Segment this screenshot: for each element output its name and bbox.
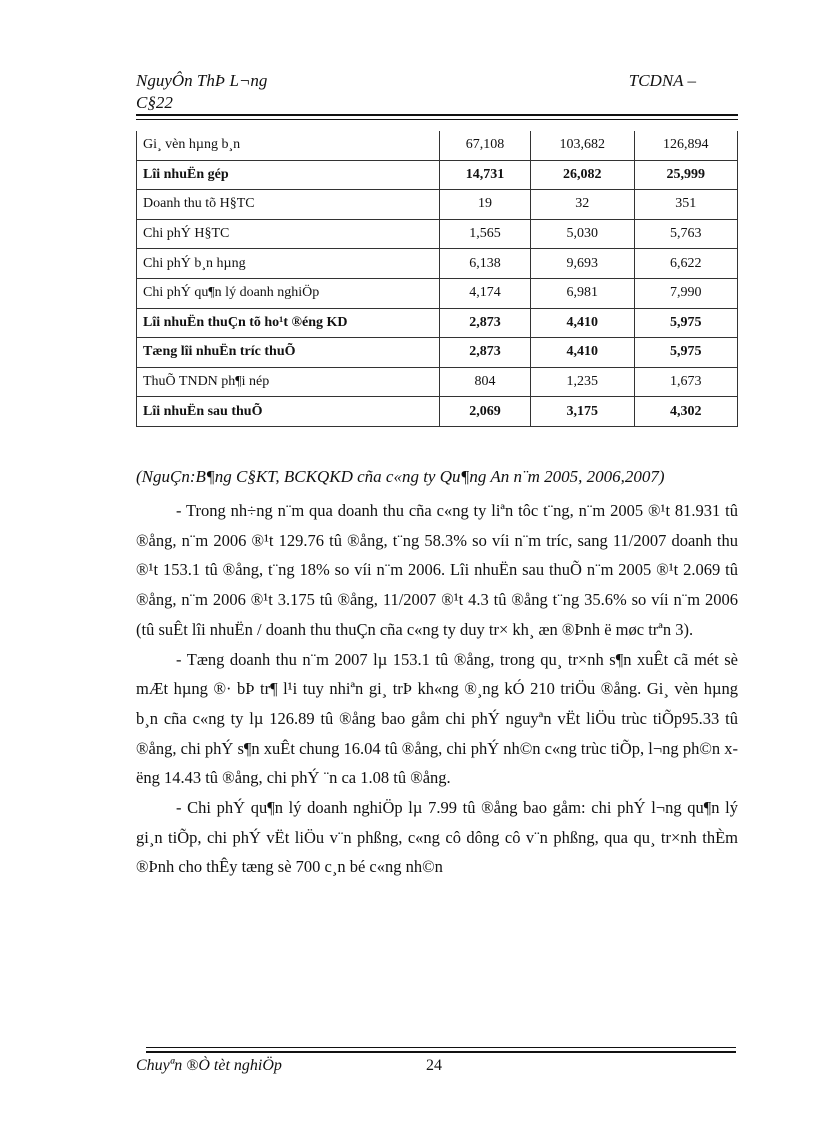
table-row — [137, 190, 738, 220]
row-label: Doanh thu tõ H§TC — [137, 190, 440, 220]
header-rule-thick — [136, 114, 738, 116]
value-2007: 1,673 — [634, 367, 737, 397]
value-2005: 6,138 — [440, 249, 531, 279]
table-row — [137, 338, 738, 368]
value-2006: 32 — [531, 190, 634, 220]
paragraph: - Tæng doanh thu n¨m 2007 lµ 153.1 tû ®ång, trong qu¸ tr×nh s¶n xuÊt cã mét sè mÆt hµng ®· bÞ tr¶ l¹i tuy nhiªn gi¸ trÞ kh«ng ®¸ng kÓ 210 triÖu ®ång. Gi¸ vèn hµng b¸n cña c«ng ty lµ 126.89 tû ®ång bao gåm chi phÝ nguyªn vËt liÖu trùc tiÕp95.33 tû ®ång, chi phÝ s¶n xuÊt chung 16.04 tû ®ång, chi phÝ nh©n c«ng trùc tiÕp, l¬ng ph©n xëng 14.43 tû ®ång, chi phÝ ¨n ca 1.08 tû ®ång. — [136, 649, 738, 788]
value-2007: 126,894 — [634, 131, 737, 160]
income-statement-table — [136, 131, 738, 427]
value-2006: 4,410 — [531, 338, 634, 368]
value-2006: 1,235 — [531, 367, 634, 397]
row-label: Lîi nhuËn gép — [137, 160, 440, 190]
value-2007: 5,763 — [634, 219, 737, 249]
footer-rule-thick — [146, 1051, 736, 1053]
value-2005: 804 — [440, 367, 531, 397]
value-2007: 4,302 — [634, 397, 737, 427]
table-row — [137, 367, 738, 397]
header-rule-thin — [136, 119, 738, 120]
value-2006: 26,082 — [531, 160, 634, 190]
author-class: C§22 — [136, 93, 173, 112]
footer-title: Chuyªn ®Ò tèt nghiÖp — [136, 1057, 282, 1074]
table-row — [137, 278, 738, 308]
value-2005: 4,174 — [440, 278, 531, 308]
body-text — [136, 496, 738, 882]
value-2006: 6,981 — [531, 278, 634, 308]
value-2005: 14,731 — [440, 160, 531, 190]
value-2006: 4,410 — [531, 308, 634, 338]
value-2007: 25,999 — [634, 160, 737, 190]
value-2006: 9,693 — [531, 249, 634, 279]
row-label: Tæng lîi nhuËn tríc thuÕ — [137, 338, 440, 368]
value-2007: 5,975 — [634, 308, 737, 338]
value-2005: 2,873 — [440, 338, 531, 368]
page-header — [136, 70, 738, 116]
table-source-note: (NguÇn:B¶ng C§KT, BCKQKD cña c«ng ty Qu¶ng An n¨m 2005, 2006,2007) — [136, 467, 665, 486]
course-code: TCDNA – — [628, 71, 696, 90]
author-block — [136, 70, 267, 114]
value-2007: 6,622 — [634, 249, 737, 279]
value-2005: 19 — [440, 190, 531, 220]
row-label: Chi phÝ H§TC — [137, 219, 440, 249]
value-2005: 67,108 — [440, 131, 531, 160]
value-2006: 5,030 — [531, 219, 634, 249]
row-label: Gi¸ vèn hµng b¸n — [137, 131, 440, 160]
row-label: Lîi nhuËn thuÇn tõ ho¹t ®éng KD — [137, 308, 440, 338]
value-2005: 1,565 — [440, 219, 531, 249]
footer-rule-thin — [146, 1047, 736, 1048]
paragraph: - Trong nh÷ng n¨m qua doanh thu cña c«ng ty liªn tôc t¨ng, n¨m 2005 ®¹t 81.931 tû ®ång, n¨m 2006 ®¹t 129.76 tû ®ång, t¨ng 58.3% so víi n¨m tríc, sang 11/2007 doanh thu ®¹t 153.1 tû ®ång, t¨ng 18% so víi n¨m 2006. Lîi nhuËn sau thuÕ n¨m 2005 ®¹t 2.069 tû ®ång, n¨m 2006 ®¹t 3.175 tû ®ång, 11/2007 ®¹t 4.3 tû ®ång t¨ng 35.6% so víi n¨m 2006 (tû suÊt lîi nhuËn / doanh thu thuÇn cña c«ng ty duy tr× kh¸ æn ®Þnh ë møc trªn 3). — [136, 501, 738, 639]
table-row — [137, 131, 738, 160]
author-name: NguyÔn ThÞ L¬ng — [136, 71, 268, 90]
table-row — [137, 308, 738, 338]
row-label: Lîi nhuËn sau thuÕ — [137, 397, 440, 427]
table-row — [137, 160, 738, 190]
value-2005: 2,069 — [440, 397, 531, 427]
value-2007: 351 — [634, 190, 737, 220]
value-2006: 103,682 — [531, 131, 634, 160]
table-row — [137, 249, 738, 279]
value-2007: 5,975 — [634, 338, 737, 368]
table-row — [137, 397, 738, 427]
value-2005: 2,873 — [440, 308, 531, 338]
table-row — [137, 219, 738, 249]
page-number: 24 — [426, 1057, 442, 1074]
value-2007: 7,990 — [634, 278, 737, 308]
row-label: Chi phÝ b¸n hµng — [137, 249, 440, 279]
value-2006: 3,175 — [531, 397, 634, 427]
row-label: Chi phÝ qu¶n lý doanh nghiÖp — [137, 278, 440, 308]
row-label: ThuÕ TNDN ph¶i nép — [137, 367, 440, 397]
paragraph: - Chi phÝ qu¶n lý doanh nghiÖp lµ 7.99 tû ®ång bao gåm: chi phÝ l¬ng qu¶n lý gi¸n tiÕp, chi phÝ vËt liÖu v¨n phßng, c«ng cô dông cô v¨n phßng, qua qu¸ tr×nh thÈm ®Þnh cho thÊy tæng sè 700 c¸n bé c«ng nh©n — [136, 798, 738, 877]
